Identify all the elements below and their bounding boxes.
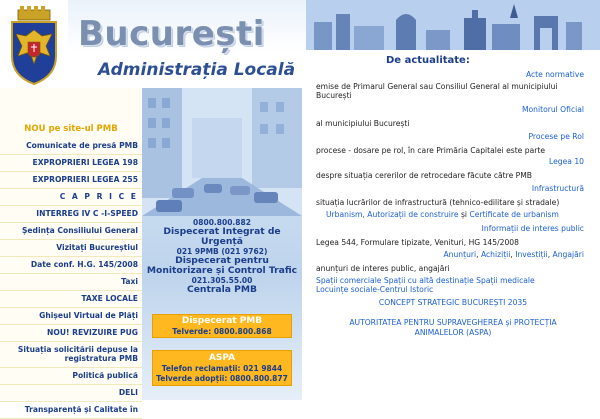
informatii-interes-public-link[interactable]: Informații de interes public — [481, 224, 584, 233]
investitii-link[interactable]: Investiții — [515, 250, 548, 259]
sidebar-item-taxi[interactable]: Taxi — [0, 274, 142, 291]
sidebar-item-interreg[interactable]: INTERREG IV C -I-SPEED — [0, 206, 142, 223]
sidebar-item-transparenta[interactable]: Transparență și Calitate în — [0, 402, 142, 419]
sidebar-item-caprice[interactable]: C A P R I C E — [0, 189, 142, 206]
sidebar-item-vizitati-bucurestiul[interactable]: Vizitați Bucureștiul — [0, 240, 142, 257]
sidebar-item-politica-publica[interactable]: Politică publică — [0, 368, 142, 385]
sidebar-item-comunicate[interactable]: Comunicate de presă PMB — [0, 138, 142, 155]
angajari-link[interactable]: Angajări — [552, 250, 584, 259]
urgency-phone[interactable]: 0800.800.882 — [193, 218, 251, 227]
spatii-comerciale-link[interactable]: Spații comerciale Spații cu altă destinație Spații medicale — [316, 276, 535, 285]
traffic-title: Dispecerat pentru Monitorizare și Control Trafic — [146, 255, 298, 276]
news-heading: De actualitate: — [386, 55, 470, 66]
infrastructura-link[interactable]: Infrastructură — [531, 184, 584, 193]
aspa-authority-link-2[interactable]: ANIMALELOR (ASPA) — [414, 328, 492, 337]
city-street-photo — [142, 88, 302, 216]
infrastructura-desc: situația lucrărilor de infrastructură (tehnico-edilitare și stradale) — [316, 198, 560, 207]
achizitii-link[interactable]: Achiziții — [480, 250, 511, 259]
urbanism-separator: și — [458, 210, 470, 219]
bucharest-coat-of-arms-icon — [8, 6, 60, 86]
sidebar-nav — [0, 138, 142, 419]
legea-10-link[interactable]: Legea 10 — [549, 157, 584, 166]
certificate-urbanism-link[interactable]: Certificate de urbanism — [469, 210, 559, 219]
sidebar-item-sedinta-cgmb[interactable]: Ședința Consiliului General — [0, 223, 142, 240]
sidebar-item-taxe-locale[interactable]: TAXE LOCALE — [0, 291, 142, 308]
header-city-skyline-image — [306, 0, 600, 50]
acte-normative-desc: emise de Primarul General sau Consiliul General al municipiului — [316, 82, 558, 91]
aspa-box-title: ASPA — [208, 353, 236, 363]
anunturi-sep-2: , — [510, 250, 516, 259]
anunturi-sep-1: , — [476, 250, 481, 259]
dispecerat-pmb-box[interactable] — [152, 314, 292, 338]
aspa-authority-link[interactable]: AUTORITATEA PENTRU SUPRAVEGHEREA și PROTECȚIA — [349, 318, 557, 327]
central-title: Centrala PMB — [186, 284, 258, 295]
sidebar-item-date-hg[interactable]: Date conf. H.G. 145/2008 — [0, 257, 142, 274]
monitorul-oficial-link[interactable]: Monitorul Oficial — [521, 105, 584, 114]
sidebar-item-situatia-solicitarii[interactable]: Situația solicitării depuse la registratura PMB — [0, 342, 142, 368]
sidebar-item-ghiseul-virtual[interactable]: Ghișeul Virtual de Plăți — [0, 308, 142, 325]
news-column — [306, 50, 600, 400]
urgency-title: Dispecerat Integrat de Urgență — [163, 226, 281, 247]
central-phone[interactable]: 021.305.55.00 — [191, 276, 253, 285]
sidebar-item-revizuire-pug[interactable]: NOU! REVIZUIRE PUG — [0, 325, 142, 342]
sidebar-heading[interactable]: NOU pe site-ul PMB — [24, 124, 118, 134]
anunturi-desc: anunțuri de interes public, angajări — [316, 264, 450, 273]
dispecerat-box-title: Dispecerat PMB — [181, 316, 263, 326]
informatii-interes-public-desc: Legea 544, Formulare tipizate, Venituri, HG 145/2008 — [316, 238, 519, 247]
aspa-box[interactable] — [152, 350, 292, 386]
site-title[interactable]: București — [78, 14, 265, 54]
urbanism-link[interactable]: Urbanism, Autorizații de construire — [326, 210, 459, 219]
monitorul-oficial-desc: al municipiului București — [316, 119, 410, 128]
emergency-phones — [142, 218, 302, 295]
sidebar-item-deli[interactable]: DELI — [0, 385, 142, 402]
acte-normative-link[interactable]: Acte normative — [525, 70, 584, 79]
sidebar-item-exproprieri-198[interactable]: EXPROPRIERI LEGEA 198 — [0, 155, 142, 172]
dispecerat-box-telverde: Telverde: 0800.800.868 — [172, 327, 272, 336]
anunturi-sep-3: , — [547, 250, 553, 259]
aspa-box-adoptii: Telverde adopții: 0800.800.877 — [156, 374, 288, 383]
anunturi-row — [443, 250, 584, 259]
concept-strategic-link[interactable]: CONCEPT STRATEGIC BUCUREȘTI 2035 — [378, 298, 528, 307]
sidebar — [0, 88, 142, 414]
sidebar-item-exproprieri-255[interactable]: EXPROPRIERI LEGEA 255 — [0, 172, 142, 189]
urbanism-row — [326, 210, 559, 219]
middle-column — [142, 88, 302, 400]
locuinte-sociale-link[interactable]: Locuințe sociale-Centrul Istoric — [316, 285, 434, 294]
traffic-phone[interactable]: 021 9PMB (021 9762) — [176, 247, 268, 256]
legea-10-desc: despre situația cererilor de retrocedare făcute către PMB — [316, 171, 533, 180]
aspa-box-reclamatii: Telefon reclamații: 021 9844 — [161, 364, 283, 373]
anunturi-link[interactable]: Anunțuri — [443, 250, 477, 259]
acte-normative-desc-2: București — [316, 91, 352, 100]
procese-pe-rol-link[interactable]: Procese pe Rol — [528, 132, 584, 141]
site-subtitle: Administrația Locală — [98, 60, 296, 80]
procese-pe-rol-desc: procese - dosare pe rol, în care Primăria Capitalei este parte — [316, 146, 546, 155]
